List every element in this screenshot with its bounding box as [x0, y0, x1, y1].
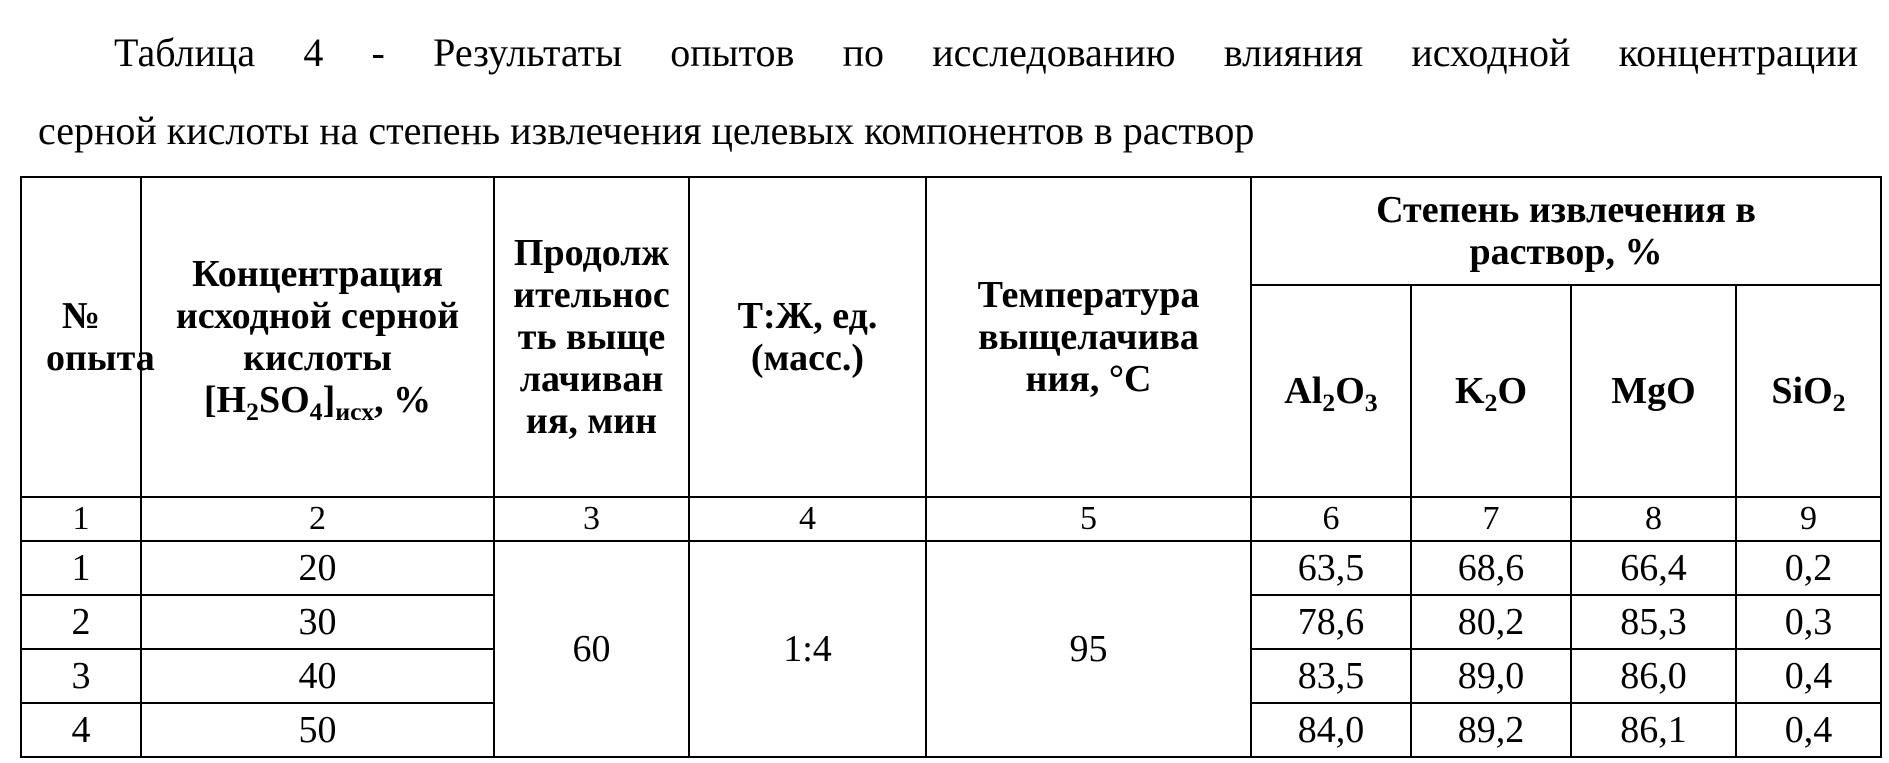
sio2-cell: 0,3: [1736, 595, 1881, 649]
experiment-number-cell: 1: [21, 541, 141, 595]
header-concentration-formula: $[H_2SO_4]_{исх}$, %: [203, 379, 432, 426]
k2o-cell: 89,0: [1411, 649, 1571, 703]
caption-line-2: серной кислоты на степень извлечения целевых компонентов в раствор: [38, 108, 1255, 153]
header-experiment-number-text: № опыта: [46, 295, 155, 379]
column-number-row: [21, 497, 1881, 541]
al2o3-cell: 83,5: [1251, 649, 1411, 703]
mgo-cell: 66,4: [1571, 541, 1736, 595]
experiment-number-cell: 3: [21, 649, 141, 703]
column-number: 6: [1251, 497, 1411, 541]
experiment-number-cell: 2: [21, 595, 141, 649]
al2o3-cell: 78,6: [1251, 595, 1411, 649]
concentration-cell: 40: [141, 649, 494, 703]
header-experiment-number: [21, 177, 155, 497]
header-temperature: [926, 177, 1251, 497]
sio2-cell: 0,4: [1736, 703, 1881, 757]
al2o3-cell: 84,0: [1251, 703, 1411, 757]
column-number: 9: [1736, 497, 1881, 541]
column-number: 7: [1411, 497, 1571, 541]
k2o-cell: 80,2: [1411, 595, 1571, 649]
concentration-cell: 50: [141, 703, 494, 757]
concentration-cell: 30: [141, 595, 494, 649]
sio2-cell: 0,4: [1736, 649, 1881, 703]
column-number: 2: [141, 497, 494, 541]
column-number: 5: [926, 497, 1251, 541]
duration-cell: 60: [494, 541, 689, 757]
header-concentration-text: Концентрация исходной серной кислоты: [175, 253, 460, 379]
sio2-cell: 0,2: [1736, 541, 1881, 595]
mgo-cell: 86,1: [1571, 703, 1736, 757]
header-mgo: MgO: [1571, 285, 1736, 497]
ratio-cell: 1:4: [689, 541, 926, 757]
concentration-cell: 20: [141, 541, 494, 595]
header-k2o: $K_2O$: [1411, 285, 1571, 497]
mgo-cell: 85,3: [1571, 595, 1736, 649]
header-temperature-text: Температура выщелачивания, °C: [977, 274, 1200, 400]
al2o3-cell: 63,5: [1251, 541, 1411, 595]
table-row: [21, 541, 1881, 595]
header-duration: [494, 177, 689, 497]
header-extraction-group: [1251, 177, 1881, 285]
results-table: [20, 176, 1882, 758]
column-number: 4: [689, 497, 926, 541]
caption-line-1: Таблица 4 - Результаты опытов по исследованию влияния исходной концентрации: [114, 30, 1858, 75]
column-number: 8: [1571, 497, 1736, 541]
experiment-number-cell: 4: [21, 703, 141, 757]
column-number: 1: [21, 497, 141, 541]
column-number: 3: [494, 497, 689, 541]
mgo-cell: 86,0: [1571, 649, 1736, 703]
temperature-cell: 95: [926, 541, 1251, 757]
k2o-cell: 68,6: [1411, 541, 1571, 595]
table-caption: [38, 14, 1858, 170]
header-solid-liquid-ratio: [689, 177, 926, 497]
header-concentration: [141, 177, 494, 497]
k2o-cell: 89,2: [1411, 703, 1571, 757]
header-duration-text: Продолжительность выщелачивания, мин: [513, 232, 670, 442]
header-sio2: SiO$_2$: [1736, 285, 1881, 497]
header-extraction-group-text: Степень извлечения в раствор, %: [1376, 189, 1756, 273]
header-solid-liquid-ratio-text: Т:Ж, ед. (масс.): [737, 295, 878, 379]
header-al2o3: $Al_2O_3$: [1251, 285, 1411, 497]
